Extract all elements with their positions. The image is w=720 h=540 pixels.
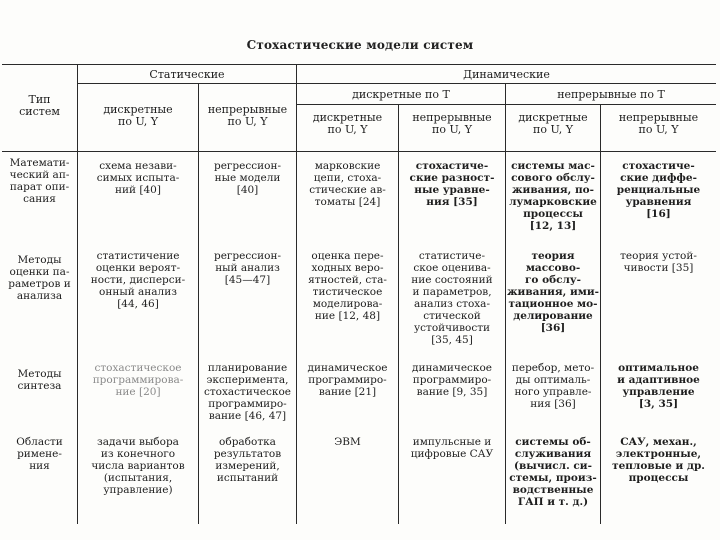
cell-math-dd-discrete: марковские цепи, стоха- стические ав- томаты [24] [309,160,386,208]
cell-est-static-continuous: регрессион- ный анализ [45—47] [214,250,281,286]
cell-est-dd-continuous: статистиче- ское оценива- ние состояний и параметров, анализ стоха- стической устойчивости [35, 45] [411,250,493,346]
header-static-continuous: непрерывные по U, Y [207,103,288,128]
cell-math-static-continuous: регрессион- ные модели [40] [214,160,281,196]
rule-header-bottom [2,151,716,152]
header-dc-discrete: дискретные по U, Y [518,111,588,136]
cell-syn-dd-discrete: динамическое программиро- вание [21] [307,362,388,398]
cell-est-dc-discrete: теория массово- го обслу- живания, ими- тационное мо- делирование [36] [506,250,600,334]
cell-est-dc-continuous: теория устой- чивости [35] [620,250,697,274]
cell-app-static-discrete: задачи выбора из конечного числа вариантов (испытания, управление) [91,436,185,496]
header-static: Статические [149,68,225,81]
cell-math-dc-discrete: системы мас- сового обслу- живания, по- лумарковские процессы [12, 13] [509,160,597,232]
rule-under-subgroup [297,104,716,105]
cell-syn-dc-continuous: оптимальное и адаптивное управление [3, 35] [617,362,700,410]
row-label-estimation: Методы оценки па- раметров и анализа [8,254,71,302]
cell-syn-static-continuous: планирование эксперимента, стохастическое программиро- вание [46, 47] [203,362,291,422]
cell-app-dd-discrete: ЭВМ [334,436,361,448]
table-title: Стохастические модели систем [246,38,474,52]
header-dd-discrete: дискретные по U, Y [312,111,383,136]
row-label-applications: Области римене- ния [16,436,63,472]
header-dc-continuous: непрерывные по U, Y [618,111,699,136]
header-dyn-discrete: дискретные по T [352,88,450,101]
header-dynamic: Динамические [463,68,550,81]
header-dd-continuous: непрерывные по U, Y [412,111,492,136]
cell-math-static-discrete: схема незави- симых испыта- ний [40] [96,160,180,196]
cell-syn-static-discrete: стохастическое программирова- ние [20] [92,362,184,398]
cell-app-dc-continuous: САУ, механ., электронные, тепловые и др. процессы [612,436,705,484]
cell-math-dc-continuous: стохастиче- ские диффе- ренциальные уравнения [16] [616,160,701,220]
cell-app-static-continuous: обработка результатов измерений, испытаний [213,436,282,484]
row-label-synthesis: Методы синтеза [17,368,62,392]
cell-syn-dd-continuous: динамическое программиро- вание [9, 35] [411,362,493,398]
rule-under-group [78,83,716,84]
cell-syn-dc-discrete: перебор, мето- ды оптималь- ного управле- ния [36] [511,362,595,410]
row-label-math: Математи- ческий ап- парат опи- сания [9,157,70,205]
cell-math-dd-continuous: стохастиче- ские разност- ные уравне- ния [35] [409,160,495,208]
cell-app-dd-continuous: импульсные и цифровые САУ [410,436,494,460]
header-type-col: Тип систем [19,93,60,118]
rule-top [2,64,716,65]
header-dyn-continuous: непрерывные по T [557,88,665,101]
cell-est-static-discrete: статистичение оценки вероят- ности, дисперси- онный анализ [44, 46] [90,250,186,310]
header-static-discrete: дискретные по U, Y [103,103,173,128]
cell-app-dc-discrete: системы об- служивания (вычисл. си- стемы, произ- водственные ГАП и т. д.) [509,436,597,508]
cell-est-dd-discrete: оценка пере- ходных веро- ятностей, ста- тистическое моделирова- ние [12, 48] [308,250,387,322]
